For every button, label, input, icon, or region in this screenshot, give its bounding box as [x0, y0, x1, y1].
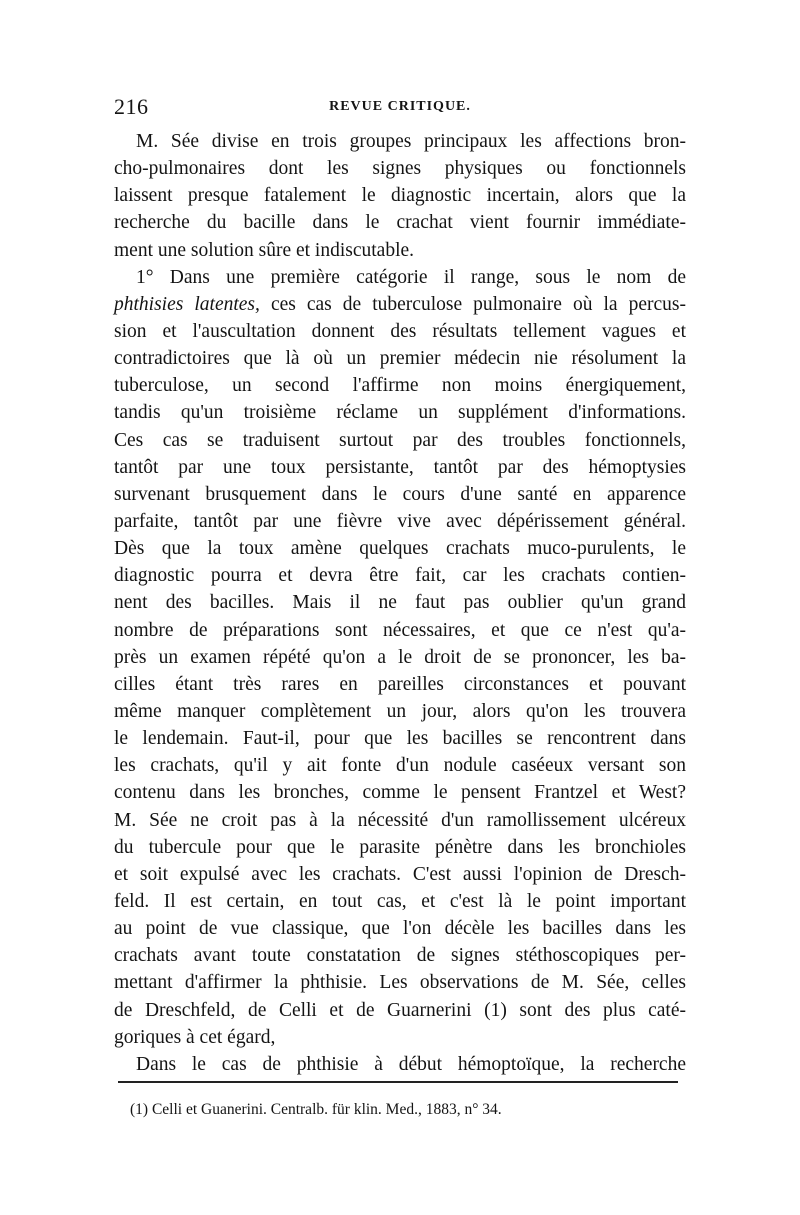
page-header: [114, 94, 686, 124]
text-line-remainder: ces cas de tuberculose pulmonaire où la percus-: [270, 293, 686, 315]
text-line: parfaite, tantôt par une fièvre vive avec dépérissement général.: [114, 510, 686, 532]
text-line: tuberculose, un second l'affirme non moins énergiquement,: [114, 375, 686, 397]
running-head: REVUE CRITIQUE.: [329, 99, 471, 114]
text-line: recherche du bacille dans le crachat vient fournir immédiate-: [114, 212, 686, 234]
text-line: le lendemain. Faut-il, pour que les bacilles se rencontrent dans: [114, 728, 686, 750]
italic-term: phthisies latentes,: [114, 293, 260, 315]
text-line: survenant brusquement dans le cours d'une santé en apparence: [114, 483, 686, 505]
text-line: nent des bacilles. Mais il ne faut pas oublier qu'un grand: [114, 592, 686, 614]
text-line: sion et l'auscultation donnent des résultats tellement vagues et: [114, 320, 686, 342]
text-line: du tubercule pour que le parasite pénètre dans les bronchioles: [114, 836, 686, 858]
text-line: M. Sée divise en trois groupes principaux les affections bron-: [136, 131, 686, 152]
text-line: contradictoires que là où un premier médecin nie résolument la: [114, 348, 686, 370]
text-line: Ces cas se traduisent surtout par des troubles fonctionnels,: [114, 429, 686, 451]
page-number: 216: [114, 94, 149, 119]
text-line: tandis qu'un troisième réclame un supplément d'informations.: [114, 402, 686, 424]
text-line: 1° Dans une première catégorie il range, sous le nom de: [136, 266, 686, 288]
text-line: et soit expulsé avec les crachats. C'est aussi l'opinion de Dresch-: [114, 863, 686, 885]
footnote-rule: [118, 1081, 678, 1083]
text-line: cho-pulmonaires dont les signes physiques ou fonctionnels: [114, 158, 686, 180]
text-line: laissent presque fatalement le diagnostic incertain, alors que la: [114, 185, 686, 207]
text-line: diagnostic pourra et devra être fait, car les crachats contien-: [114, 565, 686, 587]
text-line: tantôt par une toux persistante, tantôt par des hémoptysies: [114, 456, 686, 478]
text-line: goriques à cet égard,: [114, 1026, 276, 1048]
text-line: au point de vue classique, que l'on décèle les bacilles dans les: [114, 918, 686, 940]
footnote: (1) Celli et Guanerini. Centralb. für klin. Med., 1883, n° 34.: [130, 1101, 502, 1118]
text-line: Dès que la toux amène quelques crachats muco-purulents, le: [114, 538, 686, 560]
text-line: de Dreschfeld, de Celli et de Guarnerini (1) sont des plus caté-: [114, 999, 686, 1021]
body-text: [114, 128, 686, 1078]
text-line: contenu dans les bronches, comme le pensent Frantzel et West?: [114, 782, 686, 804]
text-line: ment une solution sûre et indiscutable.: [114, 239, 415, 261]
text-line: mettant d'affirmer la phthisie. Les observations de M. Sée, celles: [114, 972, 686, 994]
text-line: Dans le cas de phthisie à début hémoptoïque, la recherche: [136, 1053, 686, 1075]
text-line: près un examen répété qu'on a le droit de se prononcer, les ba-: [114, 646, 686, 668]
text-line: M. Sée ne croit pas à la nécessité d'un ramollissement ulcéreux: [114, 809, 686, 831]
text-line: cilles étant très rares en pareilles circonstances et pouvant: [114, 673, 686, 695]
text-line-with-italic: [114, 291, 686, 318]
text-line: nombre de préparations sont nécessaires, et que ce n'est qu'a-: [114, 619, 686, 641]
text-line: crachats avant toute constatation de signes stéthoscopiques per-: [114, 945, 686, 967]
text-line: les crachats, qu'il y ait fonte d'un nodule caséeux versant son: [114, 755, 686, 777]
text-line: feld. Il est certain, en tout cas, et c'est là le point important: [114, 890, 686, 912]
text-line: même manquer complètement un jour, alors qu'on les trouvera: [114, 700, 686, 722]
